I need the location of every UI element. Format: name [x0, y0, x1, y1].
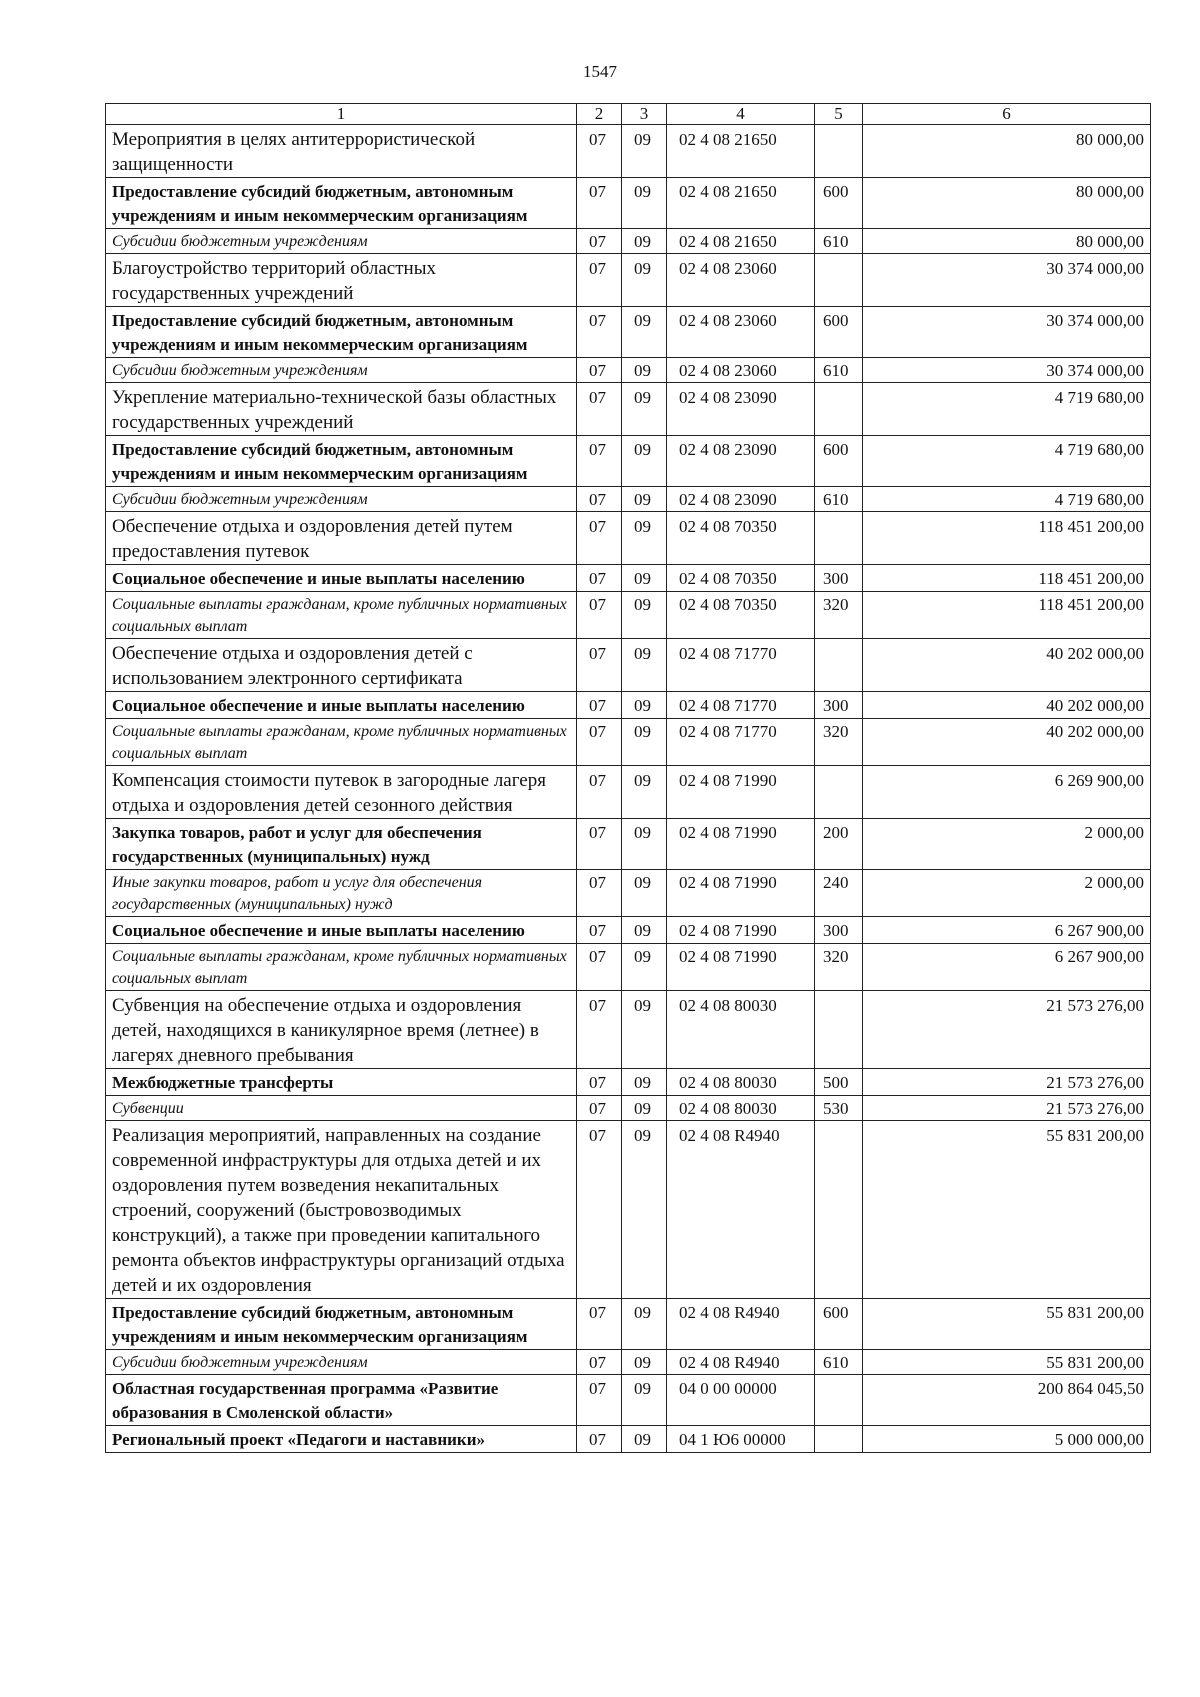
row-subsection: 09	[622, 1299, 667, 1350]
row-subsection: 09	[622, 991, 667, 1069]
row-subsection: 09	[622, 125, 667, 178]
row-name: Благоустройство территорий областных государственных учреждений	[106, 254, 577, 307]
row-section: 07	[577, 1096, 622, 1121]
table-header-row	[106, 104, 1151, 125]
row-subsection: 09	[622, 692, 667, 719]
row-subsection: 09	[622, 639, 667, 692]
row-subsection: 09	[622, 917, 667, 944]
row-expense-type	[815, 125, 863, 178]
table-row	[106, 991, 1151, 1069]
row-target-code: 02 4 08 23060	[667, 358, 815, 383]
row-section: 07	[577, 1375, 622, 1426]
row-amount: 4 719 680,00	[863, 436, 1151, 487]
row-amount: 55 831 200,00	[863, 1350, 1151, 1375]
row-name: Субвенции	[106, 1096, 577, 1121]
row-section: 07	[577, 1069, 622, 1096]
row-section: 07	[577, 358, 622, 383]
row-section: 07	[577, 1426, 622, 1453]
table-row	[106, 766, 1151, 819]
header-col-6: 6	[863, 104, 1151, 125]
row-section: 07	[577, 383, 622, 436]
row-amount: 118 451 200,00	[863, 565, 1151, 592]
row-expense-type: 600	[815, 436, 863, 487]
row-expense-type: 300	[815, 917, 863, 944]
row-amount: 200 864 045,50	[863, 1375, 1151, 1426]
header-col-5: 5	[815, 104, 863, 125]
row-expense-type	[815, 1121, 863, 1299]
row-name: Межбюджетные трансферты	[106, 1069, 577, 1096]
row-name: Субвенция на обеспечение отдыха и оздоровления детей, находящихся в каникулярное время (летнее) в лагерях дневного пребывания	[106, 991, 577, 1069]
table-row	[106, 1299, 1151, 1350]
row-section: 07	[577, 944, 622, 991]
row-name: Социальное обеспечение и иные выплаты населению	[106, 565, 577, 592]
row-target-code: 02 4 08 71990	[667, 944, 815, 991]
row-subsection: 09	[622, 766, 667, 819]
budget-table	[105, 103, 1151, 1453]
row-section: 07	[577, 991, 622, 1069]
row-name: Обеспечение отдыха и оздоровления детей с использованием электронного сертификата	[106, 639, 577, 692]
row-subsection: 09	[622, 1069, 667, 1096]
row-name: Областная государственная программа «Развитие образования в Смоленской области»	[106, 1375, 577, 1426]
row-target-code: 02 4 08 71770	[667, 692, 815, 719]
row-expense-type: 320	[815, 944, 863, 991]
table-row	[106, 125, 1151, 178]
row-name: Социальные выплаты гражданам, кроме публичных нормативных социальных выплат	[106, 719, 577, 766]
row-target-code: 04 0 00 00000	[667, 1375, 815, 1426]
row-amount: 21 573 276,00	[863, 1069, 1151, 1096]
row-amount: 55 831 200,00	[863, 1121, 1151, 1299]
row-subsection: 09	[622, 592, 667, 639]
row-target-code: 02 4 08 R4940	[667, 1121, 815, 1299]
table-row	[106, 1121, 1151, 1299]
row-subsection: 09	[622, 1426, 667, 1453]
row-section: 07	[577, 1350, 622, 1375]
row-section: 07	[577, 819, 622, 870]
row-section: 07	[577, 1121, 622, 1299]
row-target-code: 02 4 08 70350	[667, 592, 815, 639]
row-section: 07	[577, 254, 622, 307]
row-amount: 6 269 900,00	[863, 766, 1151, 819]
row-section: 07	[577, 229, 622, 254]
row-expense-type	[815, 383, 863, 436]
row-expense-type: 200	[815, 819, 863, 870]
table-row	[106, 1350, 1151, 1375]
row-section: 07	[577, 592, 622, 639]
row-section: 07	[577, 125, 622, 178]
table-row	[106, 307, 1151, 358]
row-name: Социальные выплаты гражданам, кроме публичных нормативных социальных выплат	[106, 592, 577, 639]
row-subsection: 09	[622, 1375, 667, 1426]
row-expense-type: 600	[815, 1299, 863, 1350]
row-section: 07	[577, 307, 622, 358]
row-amount: 118 451 200,00	[863, 592, 1151, 639]
row-amount: 80 000,00	[863, 229, 1151, 254]
row-name: Обеспечение отдыха и оздоровления детей путем предоставления путевок	[106, 512, 577, 565]
row-target-code: 02 4 08 23090	[667, 436, 815, 487]
row-expense-type	[815, 1375, 863, 1426]
row-section: 07	[577, 639, 622, 692]
row-subsection: 09	[622, 565, 667, 592]
header-col-4: 4	[667, 104, 815, 125]
row-amount: 40 202 000,00	[863, 639, 1151, 692]
row-subsection: 09	[622, 436, 667, 487]
row-amount: 2 000,00	[863, 870, 1151, 917]
row-subsection: 09	[622, 307, 667, 358]
row-subsection: 09	[622, 1350, 667, 1375]
table-row	[106, 358, 1151, 383]
row-target-code: 02 4 08 80030	[667, 1096, 815, 1121]
row-target-code: 02 4 08 71990	[667, 917, 815, 944]
row-expense-type: 300	[815, 565, 863, 592]
row-section: 07	[577, 766, 622, 819]
row-subsection: 09	[622, 719, 667, 766]
row-subsection: 09	[622, 870, 667, 917]
row-name: Укрепление материально-технической базы областных государственных учреждений	[106, 383, 577, 436]
row-expense-type	[815, 639, 863, 692]
table-row	[106, 870, 1151, 917]
row-amount: 40 202 000,00	[863, 719, 1151, 766]
row-name: Социальное обеспечение и иные выплаты населению	[106, 917, 577, 944]
row-expense-type: 610	[815, 1350, 863, 1375]
table-row	[106, 383, 1151, 436]
row-expense-type	[815, 766, 863, 819]
row-target-code: 02 4 08 23090	[667, 383, 815, 436]
row-target-code: 02 4 08 70350	[667, 512, 815, 565]
row-expense-type: 320	[815, 719, 863, 766]
row-target-code: 02 4 08 23060	[667, 307, 815, 358]
row-target-code: 02 4 08 71990	[667, 766, 815, 819]
row-subsection: 09	[622, 383, 667, 436]
row-subsection: 09	[622, 1121, 667, 1299]
row-amount: 5 000 000,00	[863, 1426, 1151, 1453]
table-row	[106, 944, 1151, 991]
row-target-code: 02 4 08 70350	[667, 565, 815, 592]
row-name: Социальные выплаты гражданам, кроме публичных нормативных социальных выплат	[106, 944, 577, 991]
row-target-code: 02 4 08 71990	[667, 870, 815, 917]
row-amount: 55 831 200,00	[863, 1299, 1151, 1350]
row-section: 07	[577, 178, 622, 229]
row-target-code: 02 4 08 23060	[667, 254, 815, 307]
row-subsection: 09	[622, 254, 667, 307]
row-target-code: 02 4 08 R4940	[667, 1299, 815, 1350]
header-col-1: 1	[106, 104, 577, 125]
row-target-code: 04 1 Ю6 00000	[667, 1426, 815, 1453]
row-amount: 2 000,00	[863, 819, 1151, 870]
row-name: Предоставление субсидий бюджетным, автономным учреждениям и иным некоммерческим организациям	[106, 307, 577, 358]
row-name: Компенсация стоимости путевок в загородные лагеря отдыха и оздоровления детей сезонного действия	[106, 766, 577, 819]
row-section: 07	[577, 487, 622, 512]
row-name: Региональный проект «Педагоги и наставники»	[106, 1426, 577, 1453]
row-amount: 6 267 900,00	[863, 917, 1151, 944]
page-number: 1547	[583, 62, 617, 81]
row-name: Субсидии бюджетным учреждениям	[106, 1350, 577, 1375]
table-row	[106, 487, 1151, 512]
row-expense-type	[815, 1426, 863, 1453]
table-row	[106, 229, 1151, 254]
row-target-code: 02 4 08 21650	[667, 178, 815, 229]
row-subsection: 09	[622, 178, 667, 229]
header-col-3: 3	[622, 104, 667, 125]
table-row	[106, 1096, 1151, 1121]
row-name: Предоставление субсидий бюджетным, автономным учреждениям и иным некоммерческим организациям	[106, 436, 577, 487]
row-name: Социальное обеспечение и иные выплаты населению	[106, 692, 577, 719]
row-amount: 30 374 000,00	[863, 254, 1151, 307]
row-section: 07	[577, 917, 622, 944]
row-name: Реализация мероприятий, направленных на создание современной инфраструктуры для отдыха детей и их оздоровления путем возведения некапитальных строений, сооружений (быстровозводимых конструкций), а также при проведении капитального ремонта объектов инфраструктуры организаций отдыха детей и их оздоровления	[106, 1121, 577, 1299]
row-subsection: 09	[622, 512, 667, 565]
row-subsection: 09	[622, 487, 667, 512]
table-row	[106, 639, 1151, 692]
row-section: 07	[577, 565, 622, 592]
row-amount: 4 719 680,00	[863, 487, 1151, 512]
table-row	[106, 819, 1151, 870]
row-amount: 40 202 000,00	[863, 692, 1151, 719]
row-target-code: 02 4 08 71990	[667, 819, 815, 870]
table-row	[106, 1069, 1151, 1096]
row-expense-type	[815, 512, 863, 565]
row-amount: 21 573 276,00	[863, 991, 1151, 1069]
row-amount: 30 374 000,00	[863, 307, 1151, 358]
table-row	[106, 719, 1151, 766]
table-row	[106, 565, 1151, 592]
table-row	[106, 592, 1151, 639]
header-col-2: 2	[577, 104, 622, 125]
row-expense-type	[815, 991, 863, 1069]
row-section: 07	[577, 692, 622, 719]
row-amount: 80 000,00	[863, 125, 1151, 178]
row-expense-type: 300	[815, 692, 863, 719]
row-section: 07	[577, 1299, 622, 1350]
row-expense-type: 500	[815, 1069, 863, 1096]
table-row	[106, 692, 1151, 719]
row-subsection: 09	[622, 1096, 667, 1121]
row-target-code: 02 4 08 21650	[667, 125, 815, 178]
row-subsection: 09	[622, 229, 667, 254]
row-section: 07	[577, 719, 622, 766]
row-amount: 118 451 200,00	[863, 512, 1151, 565]
table-row	[106, 1426, 1151, 1453]
row-expense-type: 240	[815, 870, 863, 917]
row-section: 07	[577, 870, 622, 917]
row-target-code: 02 4 08 R4940	[667, 1350, 815, 1375]
table-row	[106, 436, 1151, 487]
row-expense-type: 600	[815, 307, 863, 358]
row-target-code: 02 4 08 80030	[667, 991, 815, 1069]
row-amount: 6 267 900,00	[863, 944, 1151, 991]
row-target-code: 02 4 08 23090	[667, 487, 815, 512]
row-name: Мероприятия в целях антитеррористической защищенности	[106, 125, 577, 178]
row-subsection: 09	[622, 819, 667, 870]
row-amount: 30 374 000,00	[863, 358, 1151, 383]
row-name: Предоставление субсидий бюджетным, автономным учреждениям и иным некоммерческим организациям	[106, 178, 577, 229]
row-expense-type: 610	[815, 229, 863, 254]
row-target-code: 02 4 08 80030	[667, 1069, 815, 1096]
row-subsection: 09	[622, 944, 667, 991]
table-row	[106, 1375, 1151, 1426]
row-amount: 21 573 276,00	[863, 1096, 1151, 1121]
row-expense-type: 610	[815, 358, 863, 383]
row-amount: 4 719 680,00	[863, 383, 1151, 436]
row-subsection: 09	[622, 358, 667, 383]
row-target-code: 02 4 08 71770	[667, 639, 815, 692]
table-row	[106, 512, 1151, 565]
row-name: Субсидии бюджетным учреждениям	[106, 358, 577, 383]
row-name: Закупка товаров, работ и услуг для обеспечения государственных (муниципальных) нужд	[106, 819, 577, 870]
row-expense-type: 610	[815, 487, 863, 512]
row-expense-type: 530	[815, 1096, 863, 1121]
row-section: 07	[577, 436, 622, 487]
table-row	[106, 254, 1151, 307]
table-row	[106, 178, 1151, 229]
row-name: Предоставление субсидий бюджетным, автономным учреждениям и иным некоммерческим организациям	[106, 1299, 577, 1350]
row-target-code: 02 4 08 71770	[667, 719, 815, 766]
table-row	[106, 917, 1151, 944]
row-section: 07	[577, 512, 622, 565]
row-name: Иные закупки товаров, работ и услуг для обеспечения государственных (муниципальных) нужд	[106, 870, 577, 917]
row-expense-type: 600	[815, 178, 863, 229]
row-target-code: 02 4 08 21650	[667, 229, 815, 254]
row-expense-type: 320	[815, 592, 863, 639]
row-name: Субсидии бюджетным учреждениям	[106, 487, 577, 512]
row-expense-type	[815, 254, 863, 307]
row-amount: 80 000,00	[863, 178, 1151, 229]
row-name: Субсидии бюджетным учреждениям	[106, 229, 577, 254]
